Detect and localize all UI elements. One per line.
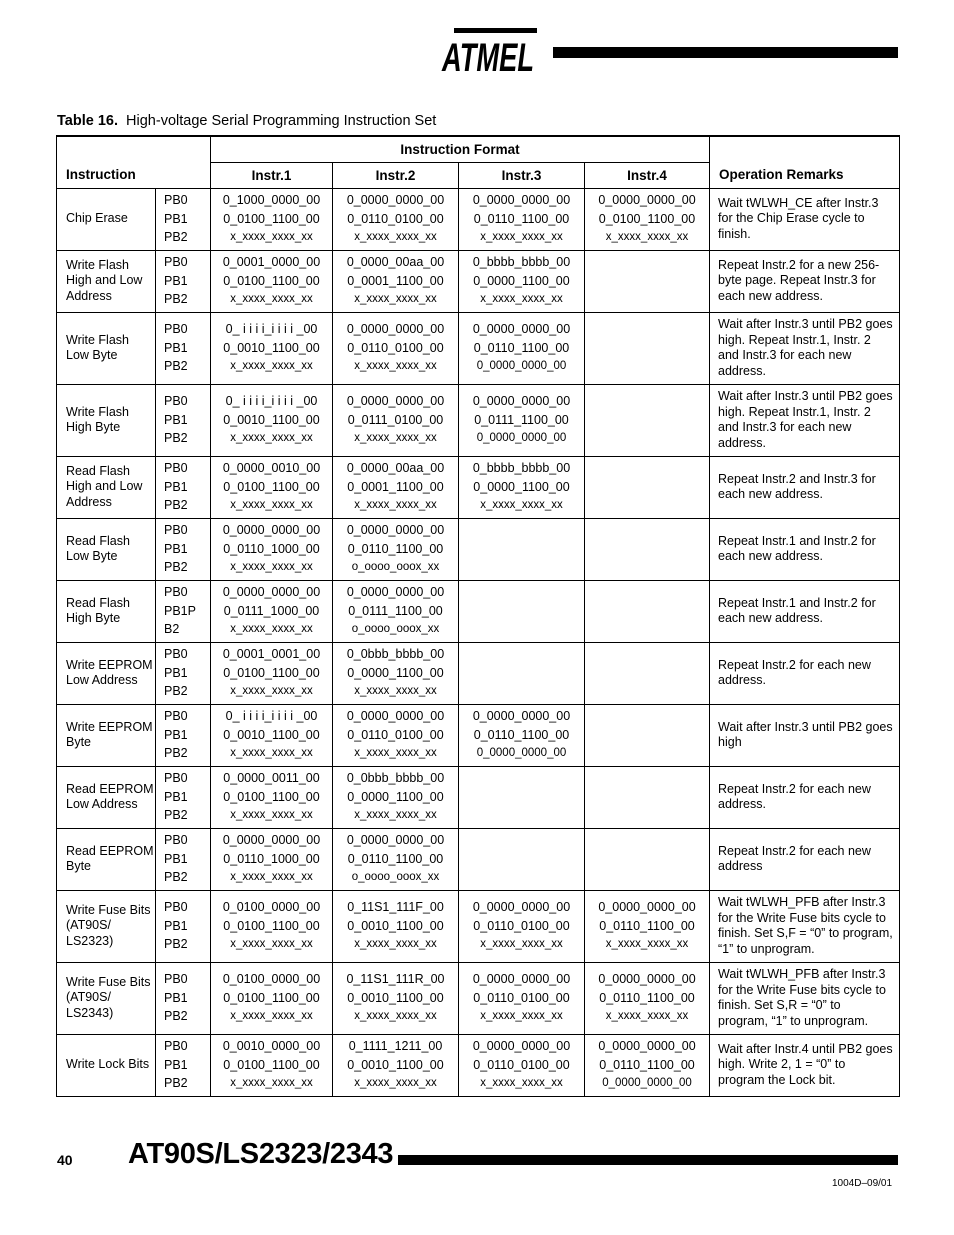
- instruction-code-i1: [211, 580, 333, 642]
- instruction-name: Write Flash High and Low Address: [57, 250, 156, 312]
- pin-list: [156, 518, 211, 580]
- code-line: 0_0000_0000_00: [472, 709, 571, 724]
- header-rule: [553, 47, 898, 58]
- instruction-name: Read EEPROM Low Address: [57, 766, 156, 828]
- instruction-code-i1: [211, 828, 333, 890]
- instruction-code-i1: [211, 962, 333, 1034]
- code-line: 0_0bbb_bbbb_00: [346, 771, 445, 786]
- header-operation-remarks: Operation Remarks: [710, 136, 900, 188]
- code-line: 0_0100_1100_00: [223, 665, 320, 680]
- code-line: 0_0110_1100_00: [347, 851, 444, 866]
- instruction-code-i2: [333, 766, 459, 828]
- page-number: 40: [57, 1152, 73, 1168]
- code-line: x_xxxx_xxxx_xx: [354, 499, 437, 512]
- code-line: 0_11S1_111R_00: [346, 972, 445, 987]
- table-caption: [57, 113, 436, 129]
- pin-label: PB0: [164, 709, 188, 724]
- instruction-code-i2: [333, 828, 459, 890]
- instruction-code-i3: [459, 1034, 585, 1096]
- pin-list: [156, 828, 211, 890]
- code-line: x_xxxx_xxxx_xx: [354, 432, 437, 445]
- code-line: 0_1000_0000_00: [222, 193, 321, 208]
- code-line: 0_0000_0000_00: [472, 322, 571, 337]
- instruction-code-i4: [585, 766, 710, 828]
- header-instr2: Instr.2: [333, 162, 459, 188]
- table-row: [57, 1034, 900, 1096]
- code-line: 0_0110_1100_00: [473, 211, 570, 226]
- instruction-code-i3: [459, 828, 585, 890]
- header-instruction: Instruction: [57, 136, 211, 188]
- pin-label: PB0: [164, 193, 188, 208]
- code-line: 0_0000_0000_00: [346, 394, 445, 409]
- code-line: x_xxxx_xxxx_xx: [354, 1077, 437, 1090]
- code-line: x_xxxx_xxxx_xx: [230, 871, 313, 884]
- pin-label: PB0: [164, 585, 188, 600]
- code-line: 0_0111_1000_00: [223, 603, 320, 618]
- instruction-code-i4: [585, 704, 710, 766]
- code-line: 0_0100_1100_00: [223, 990, 320, 1005]
- pin-label: PB1: [164, 412, 188, 427]
- instruction-code-i3: [459, 766, 585, 828]
- instruction-code-i3: [459, 188, 585, 250]
- instruction-code-i4: [585, 1034, 710, 1096]
- instruction-code-i2: [333, 188, 459, 250]
- code-line: 0_0000_0000_00: [602, 1077, 692, 1090]
- instruction-code-i4: [585, 518, 710, 580]
- instruction-name: Read Flash High Byte: [57, 580, 156, 642]
- operation-remark: Repeat Instr.2 for each new address: [710, 828, 900, 890]
- code-line: 0_0100_1100_00: [223, 918, 320, 933]
- instruction-code-i1: [211, 518, 333, 580]
- code-line: 0_ i i i i_i i i i _00: [225, 394, 318, 409]
- instruction-code-i3: [459, 384, 585, 456]
- instruction-code-i1: [211, 456, 333, 518]
- code-line: 0_0000_0000_00: [476, 747, 567, 760]
- pin-label: PB1: [164, 211, 188, 226]
- code-line: 0_0110_1100_00: [599, 990, 695, 1005]
- pin-list: [156, 1034, 211, 1096]
- pin-label: PB2: [164, 292, 188, 307]
- instruction-name: Write EEPROM Low Address: [57, 642, 156, 704]
- code-line: x_xxxx_xxxx_xx: [354, 293, 437, 306]
- pin-list: [156, 384, 211, 456]
- code-line: 0_0010_1100_00: [223, 727, 320, 742]
- code-line: 0_0000_0000_00: [598, 1039, 696, 1054]
- code-line: x_xxxx_xxxx_xx: [230, 938, 313, 951]
- code-line: 0_0110_1100_00: [473, 340, 570, 355]
- table-title: High-voltage Serial Programming Instruction Set: [126, 113, 437, 129]
- document-title: AT90S/LS2323/2343: [128, 1138, 394, 1170]
- instruction-code-i1: [211, 642, 333, 704]
- pin-label: PB2: [164, 498, 188, 513]
- pin-list: [156, 766, 211, 828]
- header-instr1: Instr.1: [211, 162, 333, 188]
- operation-remark: Wait tWLWH_PFB after Instr.3 for the Write Fuse bits cycle to finish. Set S,F = “0” to program, “1” to unprogram.: [710, 890, 900, 962]
- instruction-name: Write Fuse Bits (AT90S/ LS2323): [57, 890, 156, 962]
- instruction-code-i3: [459, 312, 585, 384]
- code-line: x_xxxx_xxxx_xx: [230, 1077, 313, 1090]
- code-line: 0_0000_0011_00: [223, 771, 320, 786]
- instruction-code-i4: [585, 962, 710, 1034]
- code-line: 0_0000_0000_00: [472, 394, 571, 409]
- pin-label: PB2: [164, 808, 188, 823]
- pin-list: [156, 890, 211, 962]
- code-line: x_xxxx_xxxx_xx: [230, 809, 313, 822]
- code-line: x_xxxx_xxxx_xx: [230, 231, 313, 244]
- code-line: 0_0100_0000_00: [222, 900, 321, 915]
- instruction-code-i4: [585, 580, 710, 642]
- code-line: 0_ i i i i_i i i i _00: [225, 709, 318, 724]
- code-line: 0_0110_1100_00: [347, 541, 444, 556]
- instruction-code-i4: [585, 384, 710, 456]
- code-line: x_xxxx_xxxx_xx: [354, 747, 437, 760]
- operation-remark: Wait after Instr.3 until PB2 goes high: [710, 704, 900, 766]
- code-line: 0_0000_0000_00: [346, 833, 445, 848]
- code-line: 0_0001_1100_00: [347, 273, 444, 288]
- code-line: 0_0000_0000_00: [346, 585, 445, 600]
- code-line: 0_0010_1100_00: [347, 990, 444, 1005]
- pin-label: PB2: [164, 684, 188, 699]
- instruction-name: Read EEPROM Byte: [57, 828, 156, 890]
- pin-list: [156, 642, 211, 704]
- code-line: o_oooo_ooox_xx: [351, 623, 440, 636]
- operation-remark: Wait after Instr.3 until PB2 goes high. Repeat Instr.1, Instr. 2 and Instr.3 for each new address.: [710, 384, 900, 456]
- code-line: x_xxxx_xxxx_xx: [354, 809, 437, 822]
- code-line: 0_0bbb_bbbb_00: [346, 647, 445, 662]
- code-line: 0_0010_1100_00: [223, 340, 320, 355]
- instruction-code-i4: [585, 456, 710, 518]
- code-line: 0_0100_1100_00: [223, 211, 320, 226]
- pin-label: PB0: [164, 1039, 188, 1054]
- header-instr3: Instr.3: [459, 162, 585, 188]
- code-line: 0_0000_1100_00: [473, 273, 570, 288]
- pin-label: PB2: [164, 746, 188, 761]
- operation-remark: Wait after Instr.4 until PB2 goes high. Write 2, 1 = “0” to program the Lock bit.: [710, 1034, 900, 1096]
- instruction-set-table: [56, 135, 900, 1097]
- code-line: x_xxxx_xxxx_xx: [480, 1077, 563, 1090]
- table-row: [57, 580, 900, 642]
- instruction-code-i4: [585, 250, 710, 312]
- instruction-code-i1: [211, 704, 333, 766]
- code-line: 0_0010_0000_00: [222, 1039, 321, 1054]
- code-line: 0_0000_1100_00: [473, 479, 570, 494]
- code-line: x_xxxx_xxxx_xx: [480, 499, 563, 512]
- code-line: 0_0000_00aa_00: [346, 255, 445, 270]
- code-line: 0_0000_0000_00: [346, 322, 445, 337]
- code-line: 0_ i i i i_i i i i _00: [225, 322, 318, 337]
- code-line: 0_0001_1100_00: [347, 479, 444, 494]
- instruction-code-i3: [459, 704, 585, 766]
- code-line: 0_0111_0100_00: [347, 412, 444, 427]
- pin-label: B2: [164, 622, 180, 637]
- pin-label: PB1: [164, 851, 188, 866]
- instruction-code-i4: [585, 828, 710, 890]
- operation-remark: Repeat Instr.1 and Instr.2 for each new address.: [710, 580, 900, 642]
- pin-list: [156, 188, 211, 250]
- instruction-code-i1: [211, 384, 333, 456]
- code-line: 0_0000_0000_00: [598, 972, 696, 987]
- pin-label: PB1P: [164, 603, 196, 618]
- code-line: 0_1111_1211_00: [348, 1039, 443, 1054]
- code-line: x_xxxx_xxxx_xx: [354, 685, 437, 698]
- pin-list: [156, 250, 211, 312]
- pin-label: PB2: [164, 230, 188, 245]
- pin-label: PB0: [164, 322, 188, 337]
- code-line: 0_0000_1100_00: [347, 665, 444, 680]
- pin-label: PB1: [164, 541, 188, 556]
- pin-label: PB0: [164, 523, 188, 538]
- document-id: 1004D–09/01: [832, 1178, 893, 1189]
- instruction-code-i1: [211, 312, 333, 384]
- pin-label: PB1: [164, 789, 188, 804]
- instruction-code-i1: [211, 890, 333, 962]
- pin-label: PB2: [164, 1009, 188, 1024]
- table-row: [57, 962, 900, 1034]
- code-line: 0_0001_0000_00: [222, 255, 321, 270]
- code-line: x_xxxx_xxxx_xx: [230, 293, 313, 306]
- pin-list: [156, 456, 211, 518]
- instruction-code-i1: [211, 188, 333, 250]
- pin-label: PB0: [164, 394, 188, 409]
- pin-label: PB2: [164, 937, 188, 952]
- code-line: o_oooo_ooox_xx: [351, 871, 440, 884]
- instruction-code-i2: [333, 1034, 459, 1096]
- code-line: 0_0000_0000_00: [222, 833, 321, 848]
- code-line: o_oooo_ooox_xx: [351, 561, 440, 574]
- instruction-name: Write Flash High Byte: [57, 384, 156, 456]
- code-line: x_xxxx_xxxx_xx: [480, 1010, 563, 1023]
- code-line: x_xxxx_xxxx_xx: [230, 499, 313, 512]
- code-line: 0_0110_1000_00: [223, 541, 320, 556]
- code-line: 0_0100_1100_00: [598, 211, 696, 226]
- pin-label: PB1: [164, 479, 188, 494]
- instruction-code-i2: [333, 580, 459, 642]
- code-line: 0_0100_1100_00: [223, 479, 320, 494]
- code-line: 0_0010_1100_00: [347, 1057, 444, 1072]
- pin-label: PB2: [164, 431, 188, 446]
- instruction-code-i2: [333, 312, 459, 384]
- instruction-code-i4: [585, 188, 710, 250]
- table-row: [57, 312, 900, 384]
- code-line: 0_0000_0000_00: [472, 1039, 571, 1054]
- table-row: [57, 890, 900, 962]
- instruction-code-i2: [333, 642, 459, 704]
- code-line: 0_0100_1100_00: [223, 1057, 320, 1072]
- header-instruction-format: Instruction Format: [211, 136, 710, 162]
- code-line: 0_0110_1000_00: [223, 851, 320, 866]
- pin-label: PB1: [164, 990, 188, 1005]
- code-line: 0_0110_0100_00: [473, 990, 570, 1005]
- code-line: 0_0110_1100_00: [599, 918, 695, 933]
- instruction-code-i3: [459, 456, 585, 518]
- pin-label: PB2: [164, 359, 188, 374]
- instruction-name: Write Fuse Bits (AT90S/ LS2343): [57, 962, 156, 1034]
- table-row: [57, 518, 900, 580]
- instruction-code-i2: [333, 384, 459, 456]
- code-line: 0_0000_0000_00: [472, 972, 571, 987]
- code-line: 0_bbbb_bbbb_00: [472, 255, 571, 270]
- code-line: x_xxxx_xxxx_xx: [354, 1010, 437, 1023]
- instruction-code-i2: [333, 456, 459, 518]
- table-body: [57, 188, 900, 1096]
- instruction-code-i1: [211, 250, 333, 312]
- instruction-code-i3: [459, 580, 585, 642]
- code-line: x_xxxx_xxxx_xx: [230, 360, 313, 373]
- table-row: [57, 188, 900, 250]
- table-row: [57, 642, 900, 704]
- code-line: x_xxxx_xxxx_xx: [605, 231, 689, 244]
- instruction-code-i4: [585, 312, 710, 384]
- code-line: 0_0110_0100_00: [347, 340, 444, 355]
- code-line: x_xxxx_xxxx_xx: [230, 747, 313, 760]
- code-line: x_xxxx_xxxx_xx: [230, 623, 313, 636]
- table-row: [57, 766, 900, 828]
- code-line: x_xxxx_xxxx_xx: [230, 685, 313, 698]
- code-line: 0_0010_1100_00: [223, 412, 320, 427]
- table-row: [57, 828, 900, 890]
- code-line: 0_0110_0100_00: [347, 211, 444, 226]
- table-row: [57, 384, 900, 456]
- pin-label: PB2: [164, 870, 188, 885]
- pin-label: PB0: [164, 461, 188, 476]
- code-line: 0_0110_1100_00: [473, 727, 570, 742]
- instruction-code-i3: [459, 518, 585, 580]
- instruction-code-i2: [333, 704, 459, 766]
- instruction-code-i3: [459, 962, 585, 1034]
- code-line: 0_11S1_111F_00: [347, 900, 444, 915]
- pin-label: PB1: [164, 665, 188, 680]
- pin-label: PB0: [164, 972, 188, 987]
- code-line: 0_0000_0000_00: [476, 432, 567, 445]
- code-line: 0_0000_00aa_00: [346, 461, 445, 476]
- code-line: x_xxxx_xxxx_xx: [230, 432, 313, 445]
- operation-remark: Repeat Instr.1 and Instr.2 for each new address.: [710, 518, 900, 580]
- instruction-name: Write EEPROM Byte: [57, 704, 156, 766]
- code-line: x_xxxx_xxxx_xx: [354, 360, 437, 373]
- pin-label: PB0: [164, 900, 188, 915]
- instruction-name: Chip Erase: [57, 188, 156, 250]
- code-line: 0_0110_0100_00: [473, 918, 570, 933]
- svg-text:ATMEL: ATMEL: [441, 36, 534, 80]
- instruction-code-i2: [333, 962, 459, 1034]
- code-line: x_xxxx_xxxx_xx: [354, 231, 437, 244]
- instruction-code-i1: [211, 766, 333, 828]
- code-line: 0_bbbb_bbbb_00: [472, 461, 571, 476]
- operation-remark: Repeat Instr.2 for a new 256-byte page. Repeat Instr.3 for each new address.: [710, 250, 900, 312]
- code-line: 0_0000_0000_00: [346, 709, 445, 724]
- code-line: 0_0111_1100_00: [474, 412, 569, 427]
- code-line: x_xxxx_xxxx_xx: [230, 1010, 313, 1023]
- pin-label: PB1: [164, 727, 188, 742]
- instruction-name: Write Flash Low Byte: [57, 312, 156, 384]
- pin-label: PB0: [164, 647, 188, 662]
- pin-list: [156, 704, 211, 766]
- code-line: 0_0000_0000_00: [472, 900, 571, 915]
- pin-label: PB0: [164, 255, 188, 270]
- operation-remark: Repeat Instr.2 and Instr.3 for each new address.: [710, 456, 900, 518]
- code-line: x_xxxx_xxxx_xx: [230, 561, 313, 574]
- pin-label: PB0: [164, 771, 188, 786]
- table-row: [57, 456, 900, 518]
- code-line: 0_0000_0000_00: [598, 193, 696, 208]
- pin-label: PB1: [164, 918, 188, 933]
- pin-list: [156, 962, 211, 1034]
- code-line: 0_0100_0000_00: [222, 972, 321, 987]
- operation-remark: Wait tWLWH_CE after Instr.3 for the Chip Erase cycle to finish.: [710, 188, 900, 250]
- operation-remark: Wait tWLWH_PFB after Instr.3 for the Write Fuse bits cycle to finish. Set S,R = “0” to program, “1” to unprogram.: [710, 962, 900, 1034]
- instruction-code-i2: [333, 250, 459, 312]
- code-line: x_xxxx_xxxx_xx: [605, 938, 689, 951]
- code-line: x_xxxx_xxxx_xx: [480, 938, 563, 951]
- code-line: x_xxxx_xxxx_xx: [354, 938, 437, 951]
- pin-label: PB1: [164, 1057, 188, 1072]
- pin-label: PB1: [164, 273, 188, 288]
- operation-remark: Repeat Instr.2 for each new address.: [710, 642, 900, 704]
- instruction-code-i3: [459, 642, 585, 704]
- instruction-name: Write Lock Bits: [57, 1034, 156, 1096]
- pin-label: PB0: [164, 833, 188, 848]
- header-instr4: Instr.4: [585, 162, 710, 188]
- pin-list: [156, 312, 211, 384]
- instruction-code-i4: [585, 890, 710, 962]
- atmel-logo: [440, 28, 537, 80]
- code-line: 0_0000_0000_00: [472, 193, 571, 208]
- code-line: 0_0000_1100_00: [347, 789, 444, 804]
- code-line: 0_0000_0000_00: [346, 193, 445, 208]
- instruction-code-i2: [333, 518, 459, 580]
- instruction-name: Read Flash Low Byte: [57, 518, 156, 580]
- code-line: 0_0110_0100_00: [473, 1057, 570, 1072]
- code-line: 0_0001_0001_00: [222, 647, 321, 662]
- footer-rule: [398, 1155, 898, 1165]
- instruction-code-i1: [211, 1034, 333, 1096]
- code-line: 0_0000_0010_00: [222, 461, 321, 476]
- code-line: 0_0000_0000_00: [222, 585, 321, 600]
- table-row: [57, 704, 900, 766]
- code-line: x_xxxx_xxxx_xx: [480, 231, 563, 244]
- code-line: 0_0110_1100_00: [599, 1057, 695, 1072]
- instruction-code-i3: [459, 890, 585, 962]
- code-line: 0_0000_0000_00: [476, 360, 567, 373]
- pin-label: PB2: [164, 1076, 188, 1091]
- code-line: 0_0100_1100_00: [223, 789, 320, 804]
- pin-label: PB1: [164, 340, 188, 355]
- code-line: 0_0110_0100_00: [347, 727, 444, 742]
- instruction-name: Read Flash High and Low Address: [57, 456, 156, 518]
- instruction-code-i3: [459, 250, 585, 312]
- table-label: Table 16.: [57, 113, 118, 129]
- pin-label: PB2: [164, 560, 188, 575]
- code-line: 0_0100_1100_00: [223, 273, 320, 288]
- table-row: [57, 250, 900, 312]
- code-line: 0_0000_0000_00: [598, 900, 696, 915]
- code-line: 0_0000_0000_00: [222, 523, 321, 538]
- operation-remark: Repeat Instr.2 for each new address.: [710, 766, 900, 828]
- pin-list: [156, 580, 211, 642]
- instruction-code-i2: [333, 890, 459, 962]
- instruction-code-i4: [585, 642, 710, 704]
- code-line: x_xxxx_xxxx_xx: [480, 293, 563, 306]
- operation-remark: Wait after Instr.3 until PB2 goes high. Repeat Instr.1, Instr. 2 and Instr.3 for each new address.: [710, 312, 900, 384]
- code-line: 0_0010_1100_00: [347, 918, 444, 933]
- code-line: 0_0111_1100_00: [348, 603, 443, 618]
- code-line: x_xxxx_xxxx_xx: [605, 1010, 689, 1023]
- code-line: 0_0000_0000_00: [346, 523, 445, 538]
